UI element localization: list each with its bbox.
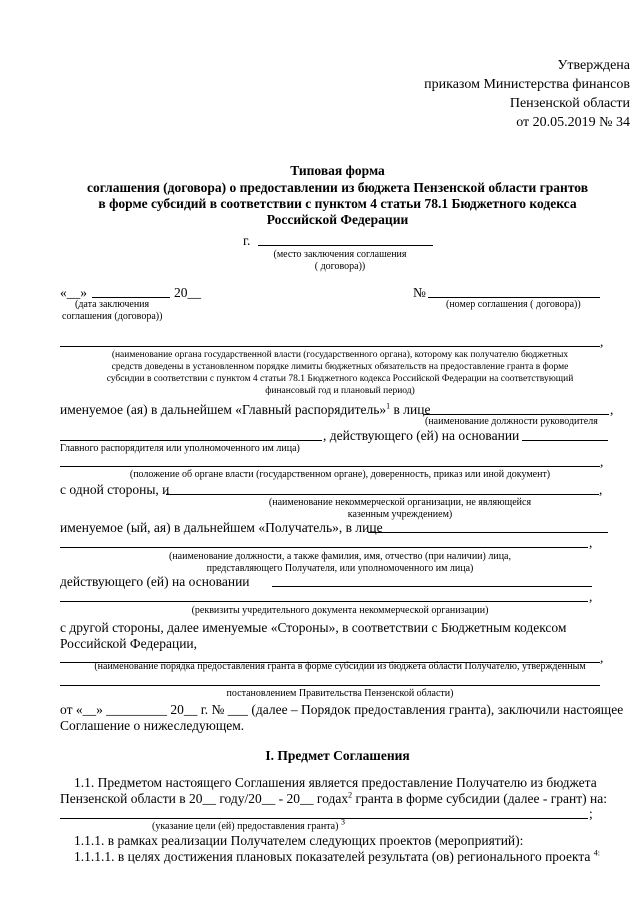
order-caption: (наименование порядка предоставления гранта в форме субсидии из бюджета области Получателю, утвержденным	[94, 661, 586, 672]
approval-line-3: Пензенской области	[509, 96, 630, 111]
recipient-person-field[interactable]	[60, 547, 588, 548]
gr-representative-field[interactable]	[424, 414, 609, 415]
gr-caption: Главного распорядителя или уполномоченного им лица)	[60, 443, 300, 454]
one-side-text: с одной стороны, и	[60, 482, 170, 497]
approval-line-4: от 20.05.2019 № 34	[516, 115, 630, 130]
from-line: от «__» _________ 20__ г. № ___ (далее – Порядок предоставления гранта), заключили настоящее	[60, 702, 624, 717]
place-caption-2: ( договора))	[314, 261, 366, 272]
section-1-heading: I. Предмет Соглашения	[265, 748, 410, 763]
goal-caption: (указание цели (ей) предоставления гранта) $^3$	[152, 817, 345, 832]
organ-field[interactable]	[60, 346, 600, 347]
title-line-1: Типовая форма	[290, 163, 385, 178]
title-line-3: в форме субсидий в соответствии с пунктом 4 статьи 78.1 Бюджетного кодекса	[98, 196, 577, 211]
named-recipient-text: именуемое (ый, ая) в дальнейшем «Получатель», в лице	[60, 520, 383, 535]
rf-text: Российской Федерации,	[60, 636, 198, 651]
named-main-manager: именуемое (ая) в дальнейшем «Главный распорядитель»$^1$ в лице	[60, 401, 431, 417]
nko-caption-1: (наименование некоммерческой организации, не являющейся	[268, 497, 532, 508]
nko-caption-2: казенным учреждением)	[347, 509, 453, 520]
clause-1-1-line-1: 1.1. Предметом настоящего Соглашения является предоставление Получателю из бюджета	[74, 775, 597, 790]
approval-line-1: Утверждена	[557, 58, 630, 73]
number-sign: №	[413, 285, 426, 300]
recipient-representative-field[interactable]	[368, 532, 608, 533]
date-caption-2: соглашения (договора))	[62, 311, 163, 322]
place-prefix: г.	[243, 233, 251, 248]
approval-line-2: приказом Министерства финансов	[424, 77, 630, 92]
place-caption-1: (место заключения соглашения	[273, 249, 407, 260]
one-side-comma: ,	[599, 482, 603, 497]
other-side-text: с другой стороны, далее именуемые «Стороны», в соответствии с Бюджетным кодексом	[60, 620, 567, 635]
gr-position-field[interactable]	[60, 440, 322, 441]
comma-2: ,	[610, 402, 614, 417]
person-caption-1: (наименование должности, а также фамилия, имя, отчество (при наличии) лица,	[168, 551, 511, 562]
acting-2-text: действующего (ей) на основании	[60, 574, 250, 589]
place-field[interactable]	[258, 245, 433, 246]
document-caption: (положение об органе власти (государственном органе), доверенность, приказ или иной документ)	[129, 469, 551, 480]
nko-name-field[interactable]	[166, 494, 599, 495]
goal-field[interactable]	[60, 818, 588, 819]
charter-caption: (реквизиты учредительного документа некоммерческой организации)	[191, 605, 489, 616]
clause-1-1-line-2: Пензенской области в 20__ году/20__ - 20__ годах$^2$ гранта в форме субсидии (далее - грант) на:	[60, 790, 607, 806]
footnote-2: 2	[348, 790, 353, 800]
footnote-3: 3	[340, 817, 345, 827]
charter-field[interactable]	[60, 601, 588, 602]
clause-1-1-1-1: 1.1.1.1. в целях достижения плановых показателей результата (ов) регионального проекта $^{4:}$	[74, 848, 601, 864]
comma-4: ,	[589, 535, 593, 550]
date-day: «__»	[60, 285, 87, 300]
person-caption-2: представляющего Получателя, или уполномоченного им лица)	[206, 563, 474, 574]
acting-text: , действующего (ей) на основании	[323, 428, 520, 443]
decree-caption: постановлением Правительства Пензенской области)	[226, 688, 454, 699]
organ-caption-2: средств доведены в установленном порядке лимиты бюджетных обязательств на предоставление гранта в форме	[111, 362, 569, 372]
footnote-1: 1	[386, 401, 391, 411]
organ-caption-4: финансовый год и плановый период)	[265, 386, 415, 396]
recipient-basis-field[interactable]	[272, 586, 592, 587]
comma-6: ,	[600, 650, 604, 665]
organ-caption-3: субсидии в соответствии с пунктом 4 статьи 78.1 Бюджетного кодекса Российской Федерации на соответствующий	[106, 374, 574, 384]
date-caption-1: (дата заключения	[75, 299, 150, 310]
comma-1: ,	[600, 334, 604, 349]
comma-3: ,	[600, 454, 604, 469]
title-line-2: соглашения (договора) о предоставлении из бюджета Пензенской области грантов	[86, 180, 588, 195]
number-caption: (номер соглашения ( договора))	[446, 299, 581, 310]
decree-field[interactable]	[60, 685, 600, 686]
organ-caption-1: (наименование органа государственной власти (государственного органа), которому как получателю бюджетных	[111, 350, 569, 360]
footnote-4: 4:	[593, 848, 601, 858]
agreement-text: Соглашение о нижеследующем.	[60, 718, 245, 733]
title-line-4: Российской Федерации	[266, 212, 409, 227]
gr-basis-field[interactable]	[522, 440, 608, 441]
clause-1-1-1: 1.1.1. в рамках реализации Получателем следующих проектов (мероприятий):	[74, 833, 524, 848]
date-month-field[interactable]	[92, 297, 170, 298]
goal-semicolon: ;	[589, 806, 593, 821]
gr-document-field[interactable]	[60, 466, 600, 467]
number-field[interactable]	[428, 297, 600, 298]
date-year: 20__	[174, 285, 201, 300]
comma-5: ,	[589, 589, 593, 604]
position-caption: (наименование должности руководителя	[425, 416, 598, 427]
